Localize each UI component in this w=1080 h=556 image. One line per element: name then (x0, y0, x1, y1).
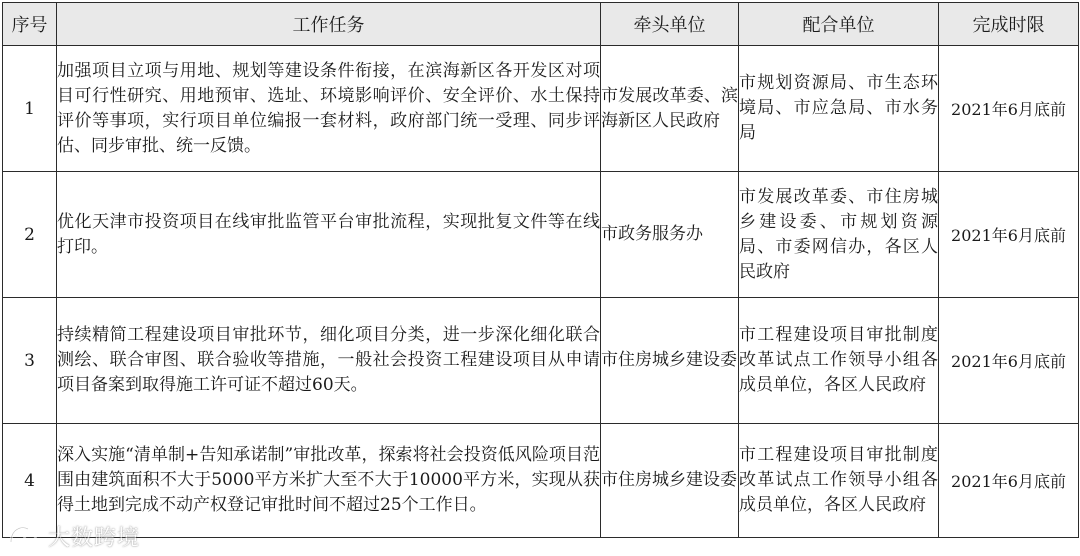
row-deadline: 2021年6月底前 (939, 46, 1079, 172)
row-lead: 市住房城乡建设委 (601, 424, 739, 538)
row-seq: 2 (3, 172, 57, 298)
row-seq: 3 (3, 298, 57, 424)
row-lead: 市住房城乡建设委 (601, 298, 739, 424)
header-lead: 牵头单位 (601, 3, 739, 46)
row-lead: 市发展改革委、滨海新区人民政府 (601, 46, 739, 172)
header-deadline: 完成时限 (939, 3, 1079, 46)
table-row (3, 172, 1079, 298)
row-support: 市发展改革委、市住房城乡建设委、市规划资源局、市委网信办，各区人民政府 (739, 172, 939, 298)
row-support: 市规划资源局、市生态环境局、市应急局、市水务局 (739, 46, 939, 172)
row-deadline: 2021年6月底前 (939, 172, 1079, 298)
header-support: 配合单位 (739, 3, 939, 46)
row-task: 加强项目立项与用地、规划等建设条件衔接，在滨海新区各开发区对项目可行性研究、用地预审、选址、环境影响评价、安全评价、水土保持评价等事项，实行项目单位编报一套材料，政府部门统一受理、同步评估、同步审批、统一反馈。 (57, 46, 601, 172)
task-table (2, 2, 1079, 538)
row-deadline: 2021年6月底前 (939, 298, 1079, 424)
watermark-text: 大数跨境 (48, 525, 141, 551)
row-task: 优化天津市投资项目在线审批监管平台审批流程，实现批复文件等在线打印。 (57, 172, 601, 298)
row-deadline: 2021年6月底前 (939, 424, 1079, 538)
table-row (3, 298, 1079, 424)
row-support: 市工程建设项目审批制度改革试点工作领导小组各成员单位，各区人民政府 (739, 424, 939, 538)
row-lead: 市政务服务办 (601, 172, 739, 298)
row-support: 市工程建设项目审批制度改革试点工作领导小组各成员单位，各区人民政府 (739, 298, 939, 424)
table-body (3, 46, 1079, 538)
row-seq: 4 (3, 424, 57, 538)
row-seq: 1 (3, 46, 57, 172)
header-seq: 序号 (3, 3, 57, 46)
table-row (3, 424, 1079, 538)
header-row (3, 3, 1079, 46)
header-task: 工作任务 (57, 3, 601, 46)
row-task: 持续精简工程建设项目审批环节，细化项目分类，进一步深化细化联合测绘、联合审图、联合验收等措施，一般社会投资工程建设项目从申请项目备案到取得施工许可证不超过60天。 (57, 298, 601, 424)
row-task: 深入实施“清单制+告知承诺制”审批改革，探索将社会投资低风险项目范围由建筑面积不大于5000平方米扩大至不大于10000平方米，实现从获得土地到完成不动产权登记审批时间不超过25个工作日。 (57, 424, 601, 538)
table-header (3, 3, 1079, 46)
table-row (3, 46, 1079, 172)
